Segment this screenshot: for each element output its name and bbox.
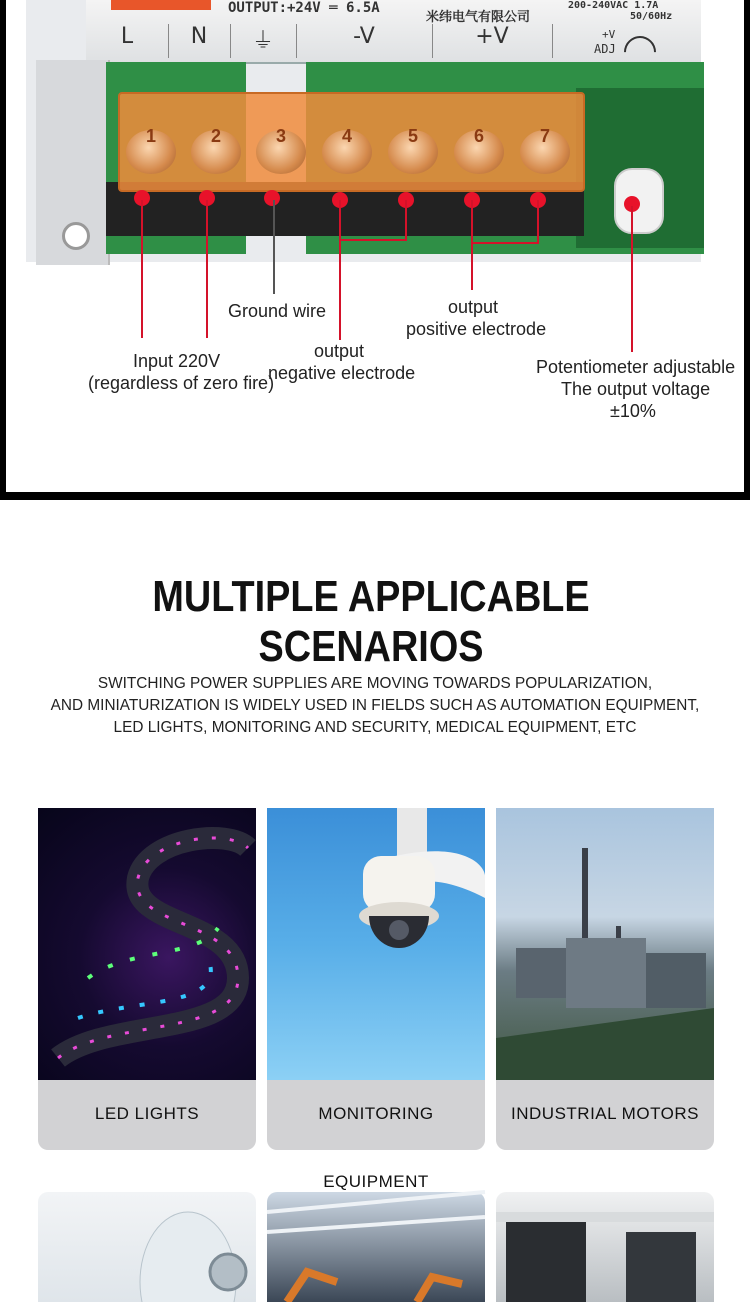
label-negative-line2: negative electrode <box>268 363 416 383</box>
psu-company: 米纬电气有限公司 <box>426 10 531 25</box>
scenario-caption: INDUSTRIAL MOTORS <box>511 1104 699 1123</box>
description-line: SWITCHING POWER SUPPLIES ARE MOVING TOWARDS POPULARIZATION, <box>97 675 653 692</box>
robot-head-image <box>38 1192 256 1302</box>
description-line: AND MINIATURIZATION IS WIDELY USED IN FIELDS SUCH AS AUTOMATION EQUIPMENT, <box>50 697 700 714</box>
scenario-card-monitoring[interactable] <box>267 808 485 1191</box>
section-heading: MULTIPLE APPLICABLE SCENARIOS <box>152 572 590 671</box>
screw-number: 4 <box>341 126 352 146</box>
leader-line <box>471 242 539 244</box>
label-positive-line2: positive electrode <box>406 319 547 339</box>
scenario-card-led[interactable] <box>38 808 256 1150</box>
leader-line <box>273 200 275 294</box>
wiring-diagram <box>6 0 744 492</box>
marker-dot <box>264 190 280 206</box>
scenario-caption: MONITORING EQUIPMENT <box>318 1104 434 1191</box>
automation-machine-image <box>496 1192 714 1302</box>
wiring-diagram-panel <box>0 0 750 500</box>
adj-plus-label: +V <box>602 28 616 41</box>
label-pot-line3: ±10% <box>610 401 656 421</box>
leader-line <box>471 200 473 290</box>
robotic-arms-image <box>267 1192 485 1302</box>
leader-line <box>405 200 407 240</box>
terminal-mark-positive: +V <box>432 24 553 58</box>
leader-line <box>339 200 341 340</box>
scenario-caption: LED LIGHTS <box>94 1104 200 1123</box>
leader-line <box>631 206 633 352</box>
leader-line <box>141 200 143 338</box>
label-pot-line2: The output voltage <box>561 379 711 399</box>
label-negative-line1: output <box>314 341 365 361</box>
ground-icon: ⏚ <box>230 24 297 58</box>
section-description <box>5 673 744 739</box>
label-positive-line1: output <box>448 297 499 317</box>
psu-output-rating: OUTPUT:+24V ═ 6.5A <box>228 0 380 16</box>
terminal-mark-n: N <box>168 24 231 58</box>
terminal-mark-negative: -V <box>296 24 433 58</box>
label-input-line1: Input 220V <box>133 351 221 371</box>
mounting-hole <box>62 222 90 250</box>
label-ground-wire: Ground wire <box>228 301 327 321</box>
screw-number: 1 <box>145 126 156 146</box>
leader-line <box>206 200 208 338</box>
brand-logo <box>111 0 211 10</box>
screw-number: 2 <box>210 126 221 146</box>
scenario-card-industrial[interactable] <box>496 808 714 1150</box>
industrial-plant-image <box>496 808 714 1080</box>
psu-input-rating: 200-240VAC 1.7A <box>568 0 659 11</box>
led-strip-image <box>38 808 256 1080</box>
security-camera-image <box>267 808 485 1080</box>
label-pot-line1: Potentiometer adjustable <box>536 357 736 377</box>
screw-number: 7 <box>539 126 550 146</box>
psu-frequency: 50/60Hz <box>630 11 673 22</box>
leader-line <box>537 200 539 243</box>
leader-line <box>339 239 407 241</box>
screw-number: 5 <box>407 126 418 146</box>
screw-number: 3 <box>275 126 286 146</box>
terminal-mark-l: L <box>86 24 169 58</box>
adj-label: ADJ <box>594 42 616 56</box>
screw-number: 6 <box>473 126 484 146</box>
label-input-line2: (regardless of zero fire) <box>88 373 275 393</box>
description-line: LED LIGHTS, MONITORING AND SECURITY, MEDICAL EQUIPMENT, ETC <box>113 719 637 736</box>
